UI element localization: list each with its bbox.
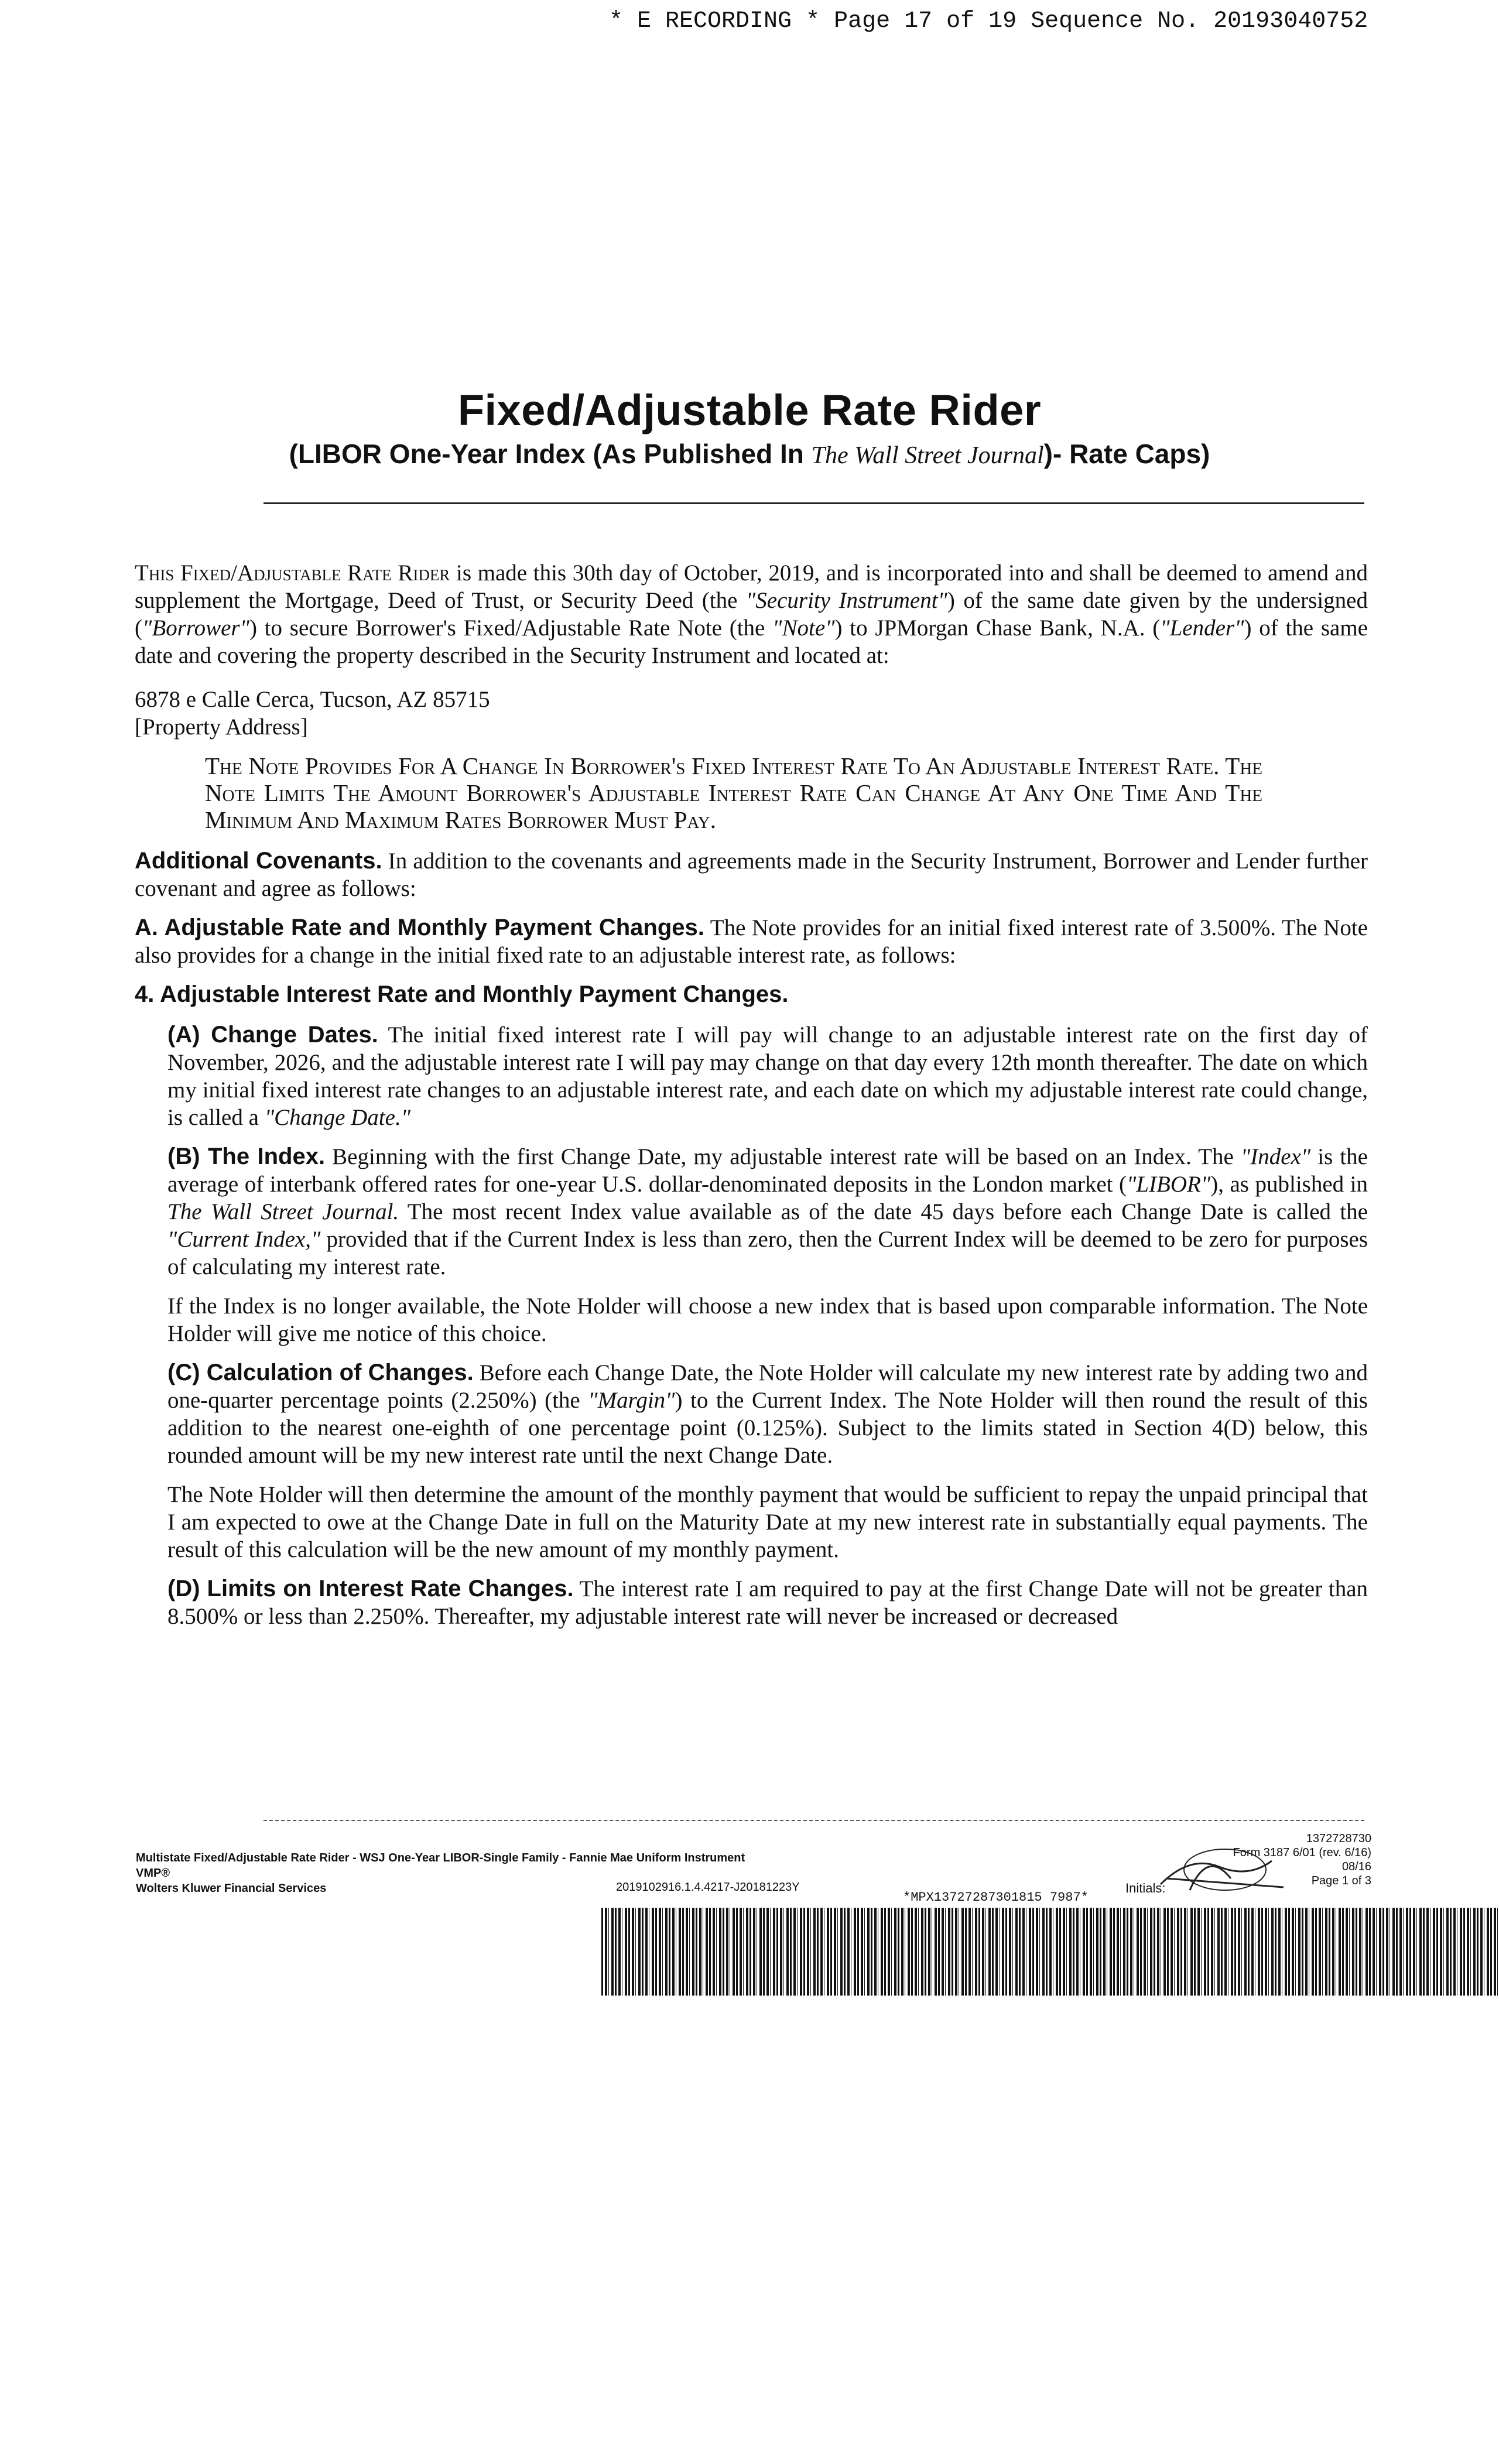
barcode-text: *MPX13727287301815 7987* (903, 1890, 1089, 1905)
loan-number: 1372728730 (1306, 1832, 1371, 1845)
document-subtitle (0, 438, 1499, 470)
limits-text: The interest rate I am required to pay at the first Change Date will not be greater than 8.500% or less than 2.250%. Thereafter, my adjustable interest rate will never be increased or decreased (167, 1576, 1368, 1629)
additional-covenants-text: In addition to the covenants and agreements made in the Security Instrument, Borrower and Lender further covenant and agree as follows: (135, 848, 1368, 901)
index-text: provided that if the Current Index is less than zero, then the Current Index will be deemed to be zero for purposes of calculating my interest rate. (167, 1227, 1368, 1279)
footer-form-line: Multistate Fixed/Adjustable Rate Rider - WSJ One-Year LIBOR-Single Family - Fannie Mae Uniform Instrument (136, 1852, 745, 1864)
title-divider (263, 502, 1364, 504)
section-a (135, 914, 1368, 969)
calculation-text: Before each Change Date, the Note Holder will calculate my new interest rate by adding two and one-quarter percentage points (2.250%) (the (167, 1360, 1368, 1413)
term-change-date: "Change Date." (264, 1105, 411, 1130)
the-index (135, 1143, 1368, 1281)
intro-text: ) of the same date given by the undersigned ( (135, 588, 1368, 641)
calculation-heading: (C) Calculation of Changes. (167, 1360, 474, 1385)
term-index: "Index" (1240, 1144, 1311, 1169)
footer-vmp: VMP® (136, 1867, 170, 1880)
subtitle-suffix: )- Rate Caps) (1043, 439, 1210, 469)
intro-text: ) to secure Borrower's Fixed/Adjustable Rate Note (the (249, 615, 773, 641)
rate-change-notice: The Note Provides For A Change In Borrower's Fixed Interest Rate To An Adjustable Interest Rate. The Note Limits The Amount Borrower's Adjustable Interest Rate Can Change At Any One Time And The Minimum And Maximum Rates Borrower Must Pay. (205, 752, 1262, 833)
section-4-heading: 4. Adjustable Interest Rate and Monthly Payment Changes. (135, 981, 789, 1007)
subtitle-wsj: The Wall Street Journal (811, 442, 1044, 469)
term-margin: "Margin" (588, 1388, 675, 1413)
term-note: "Note" (772, 615, 835, 641)
section-a-heading: A. Adjustable Rate and Monthly Payment Changes. (135, 915, 704, 940)
recording-header: * E RECORDING * Page 17 of 19 Sequence No. 20193040752 (609, 8, 1368, 35)
footer-doc-code: 2019102916.1.4.4217-J20181223Y (616, 1881, 800, 1894)
term-current-index: "Current Index," (167, 1227, 321, 1252)
form-number: Form 3187 6/01 (rev. 6/16) (1233, 1846, 1371, 1859)
term-security-instrument: "Security Instrument" (745, 588, 947, 613)
term-wsj: The Wall Street Journal. (167, 1199, 399, 1224)
intro-lead: This Fixed/Adjustable Rate Rider (135, 560, 450, 586)
property-address-label: [Property Address] (135, 714, 308, 740)
term-borrower: "Borrower" (142, 615, 249, 641)
index-unavailable: If the Index is no longer available, the Note Holder will choose a new index that is based upon comparable information. The Note Holder will give me notice of this choice. (167, 1293, 1368, 1346)
intro-text: ) of the same date and covering the property described in the Security Instrument and located at: (135, 615, 1368, 668)
additional-covenants (135, 847, 1368, 902)
calculation-text: ) to the Current Index. The Note Holder will then round the result of this addition to the nearest one-eighth of one percentage point (0.125%). Subject to the limits stated in Section 4(D) below, this rounded amount will be my new interest rate until the next Change Date. (167, 1388, 1368, 1468)
term-libor: "LIBOR" (1126, 1172, 1211, 1197)
the-index-heading: (B) The Index. (167, 1144, 326, 1169)
index-text: Beginning with the first Change Date, my adjustable interest rate will be based on an Index. The (325, 1144, 1241, 1169)
footer-divider (263, 1820, 1364, 1821)
subtitle-prefix: (LIBOR One-Year Index (As Published In (289, 439, 812, 469)
document-footer (136, 1826, 1371, 2001)
change-dates-heading: (A) Change Dates. (167, 1022, 378, 1048)
intro-text: is made this 30th day of October, 2019, and is incorporated into and shall be deemed to amend and supplement the Mortgage, Deed of Trust, or Security Deed (the (135, 560, 1368, 613)
barcode (601, 1908, 1499, 1996)
document-body (135, 559, 1368, 1642)
footer-publisher: Wolters Kluwer Financial Services (136, 1882, 327, 1895)
term-lender: "Lender" (1160, 615, 1244, 641)
document-title: Fixed/Adjustable Rate Rider (457, 386, 1042, 434)
intro-paragraph (135, 559, 1368, 669)
page-number: Page 1 of 3 (1311, 1874, 1371, 1887)
index-text: The most recent Index value available as of the date 45 days before each Change Date is called the (399, 1199, 1368, 1224)
index-text: ), as published in (1210, 1172, 1368, 1197)
intro-text: ) to JPMorgan Chase Bank, N.A. ( (834, 615, 1161, 641)
section-a-text: The Note provides for an initial fixed interest rate of 3.500%. The Note also provides for a change in the initial fixed rate to an adjustable interest rate, as follows: (135, 915, 1368, 968)
limits-on-rate-changes (135, 1575, 1368, 1630)
property-address: 6878 e Calle Cerca, Tucson, AZ 85715 (135, 687, 490, 712)
form-date: 08/16 (1341, 1860, 1371, 1873)
calculation-of-changes (135, 1359, 1368, 1469)
limits-heading: (D) Limits on Interest Rate Changes. (167, 1576, 574, 1601)
footer-form-meta (1233, 1832, 1371, 1888)
change-dates-text: The initial fixed interest rate I will pay will change to an adjustable interest rate on the first day of November, 2026, and the adjustable interest rate I will pay may change on that day every 12th month thereafter. The date on which my initial fixed interest rate changes to an adjustable interest rate, and each date on which my adjustable interest rate could change, is called a (167, 1022, 1368, 1130)
monthly-payment-calculation: The Note Holder will then determine the amount of the monthly payment that would be sufficient to repay the unpaid principal that I am expected to owe at the Change Date in full on the Maturity Date at my new interest rate in substantially equal payments. The result of this calculation will be the new amount of my monthly payment. (167, 1482, 1368, 1562)
initials-label: Initials: (1125, 1881, 1166, 1895)
change-dates (135, 1021, 1368, 1131)
additional-covenants-heading: Additional Covenants. (135, 848, 382, 874)
index-text: is the average of interbank offered rates for one-year U.S. dollar-denominated deposits in the London market ( (167, 1144, 1368, 1197)
